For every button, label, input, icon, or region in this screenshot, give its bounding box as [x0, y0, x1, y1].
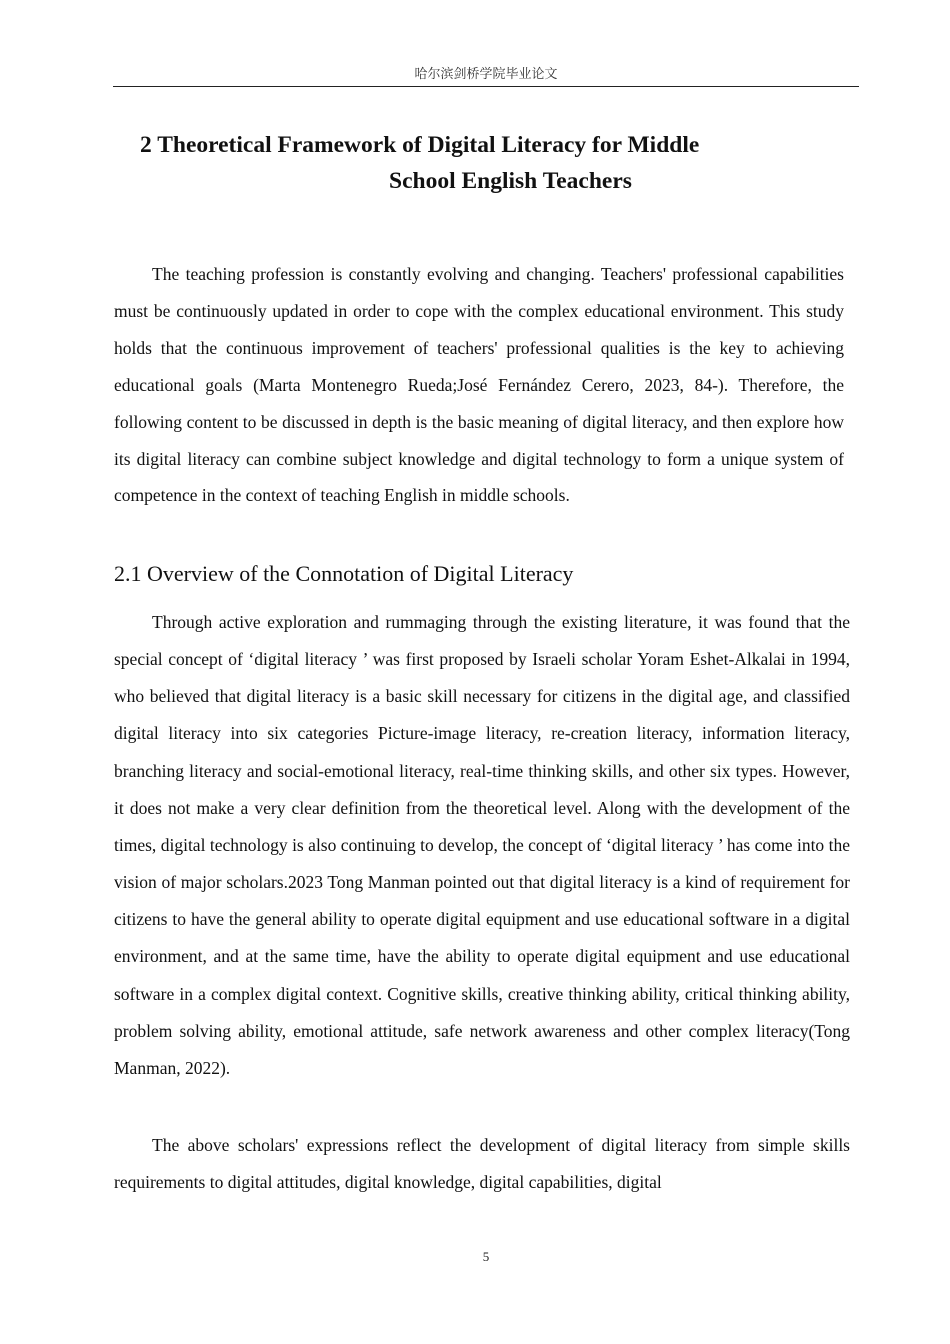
- intro-paragraph: The teaching profession is constantly evolving and changing. Teachers' professional capabilities must be continuously updated in order to cope with the complex educational environment. This study holds that the continuous improvement of teachers' professional qualities is the key to achieving educational goals (Marta Montenegro Rueda;José Fernández Cerero, 2023, 84-). Therefore, the following content to be discussed in depth is the basic meaning of digital literacy, and then explore how its digital literacy can combine subject knowledge and digital technology to form a unique system of competence in the context of teaching English in middle schools.: [114, 264, 844, 506]
- chapter-title-line-2: School English Teachers: [389, 168, 632, 194]
- chapter-title: [130, 127, 890, 199]
- running-header: 哈尔滨剑桥学院毕业论文: [414, 67, 558, 82]
- header-rule: [113, 86, 859, 87]
- page-number: 5: [482, 1249, 490, 1264]
- chapter-title-line-1: 2 Theoretical Framework of Digital Literacy for Middle: [140, 132, 700, 158]
- section-heading-2-1: 2.1 Overview of the Connotation of Digital Literacy: [114, 561, 574, 586]
- section-2-1-paragraph-1: Through active exploration and rummaging through the existing literature, it was found that the special concept of ‘digital literacy ’ was first proposed by Israeli scholar Yoram Eshet-Alkalai in 1994, who believed that digital literacy is a basic skill necessary for citizens in the digital age, and classified digital literacy into six categories Picture-image literacy, re-creation literacy, information literacy, branching literacy and social-emotional literacy, real-time thinking skills, and other six types. However, it does not make a very clear definition from the theoretical level. Along with the development of the times, digital technology is also continuing to develop, the concept of ‘digital literacy ’ has come into the vision of major scholars.2023 Tong Manman pointed out that digital literacy is a kind of requirement for citizens to have the general ability to operate digital equipment and use educational software in a digital environment, and at the same time, have the ability to operate digital equipment and use educational software in a complex digital context. Cognitive skills, creative thinking ability, critical thinking ability, problem solving ability, emotional attitude, safe network awareness and other complex literacy(Tong Manman, 2022).: [114, 612, 850, 1078]
- section-2-1-paragraph-2: The above scholars' expressions reflect the development of digital literacy from simple skills requirements to digital attitudes, digital knowledge, digital capabilities, digital: [114, 1135, 850, 1192]
